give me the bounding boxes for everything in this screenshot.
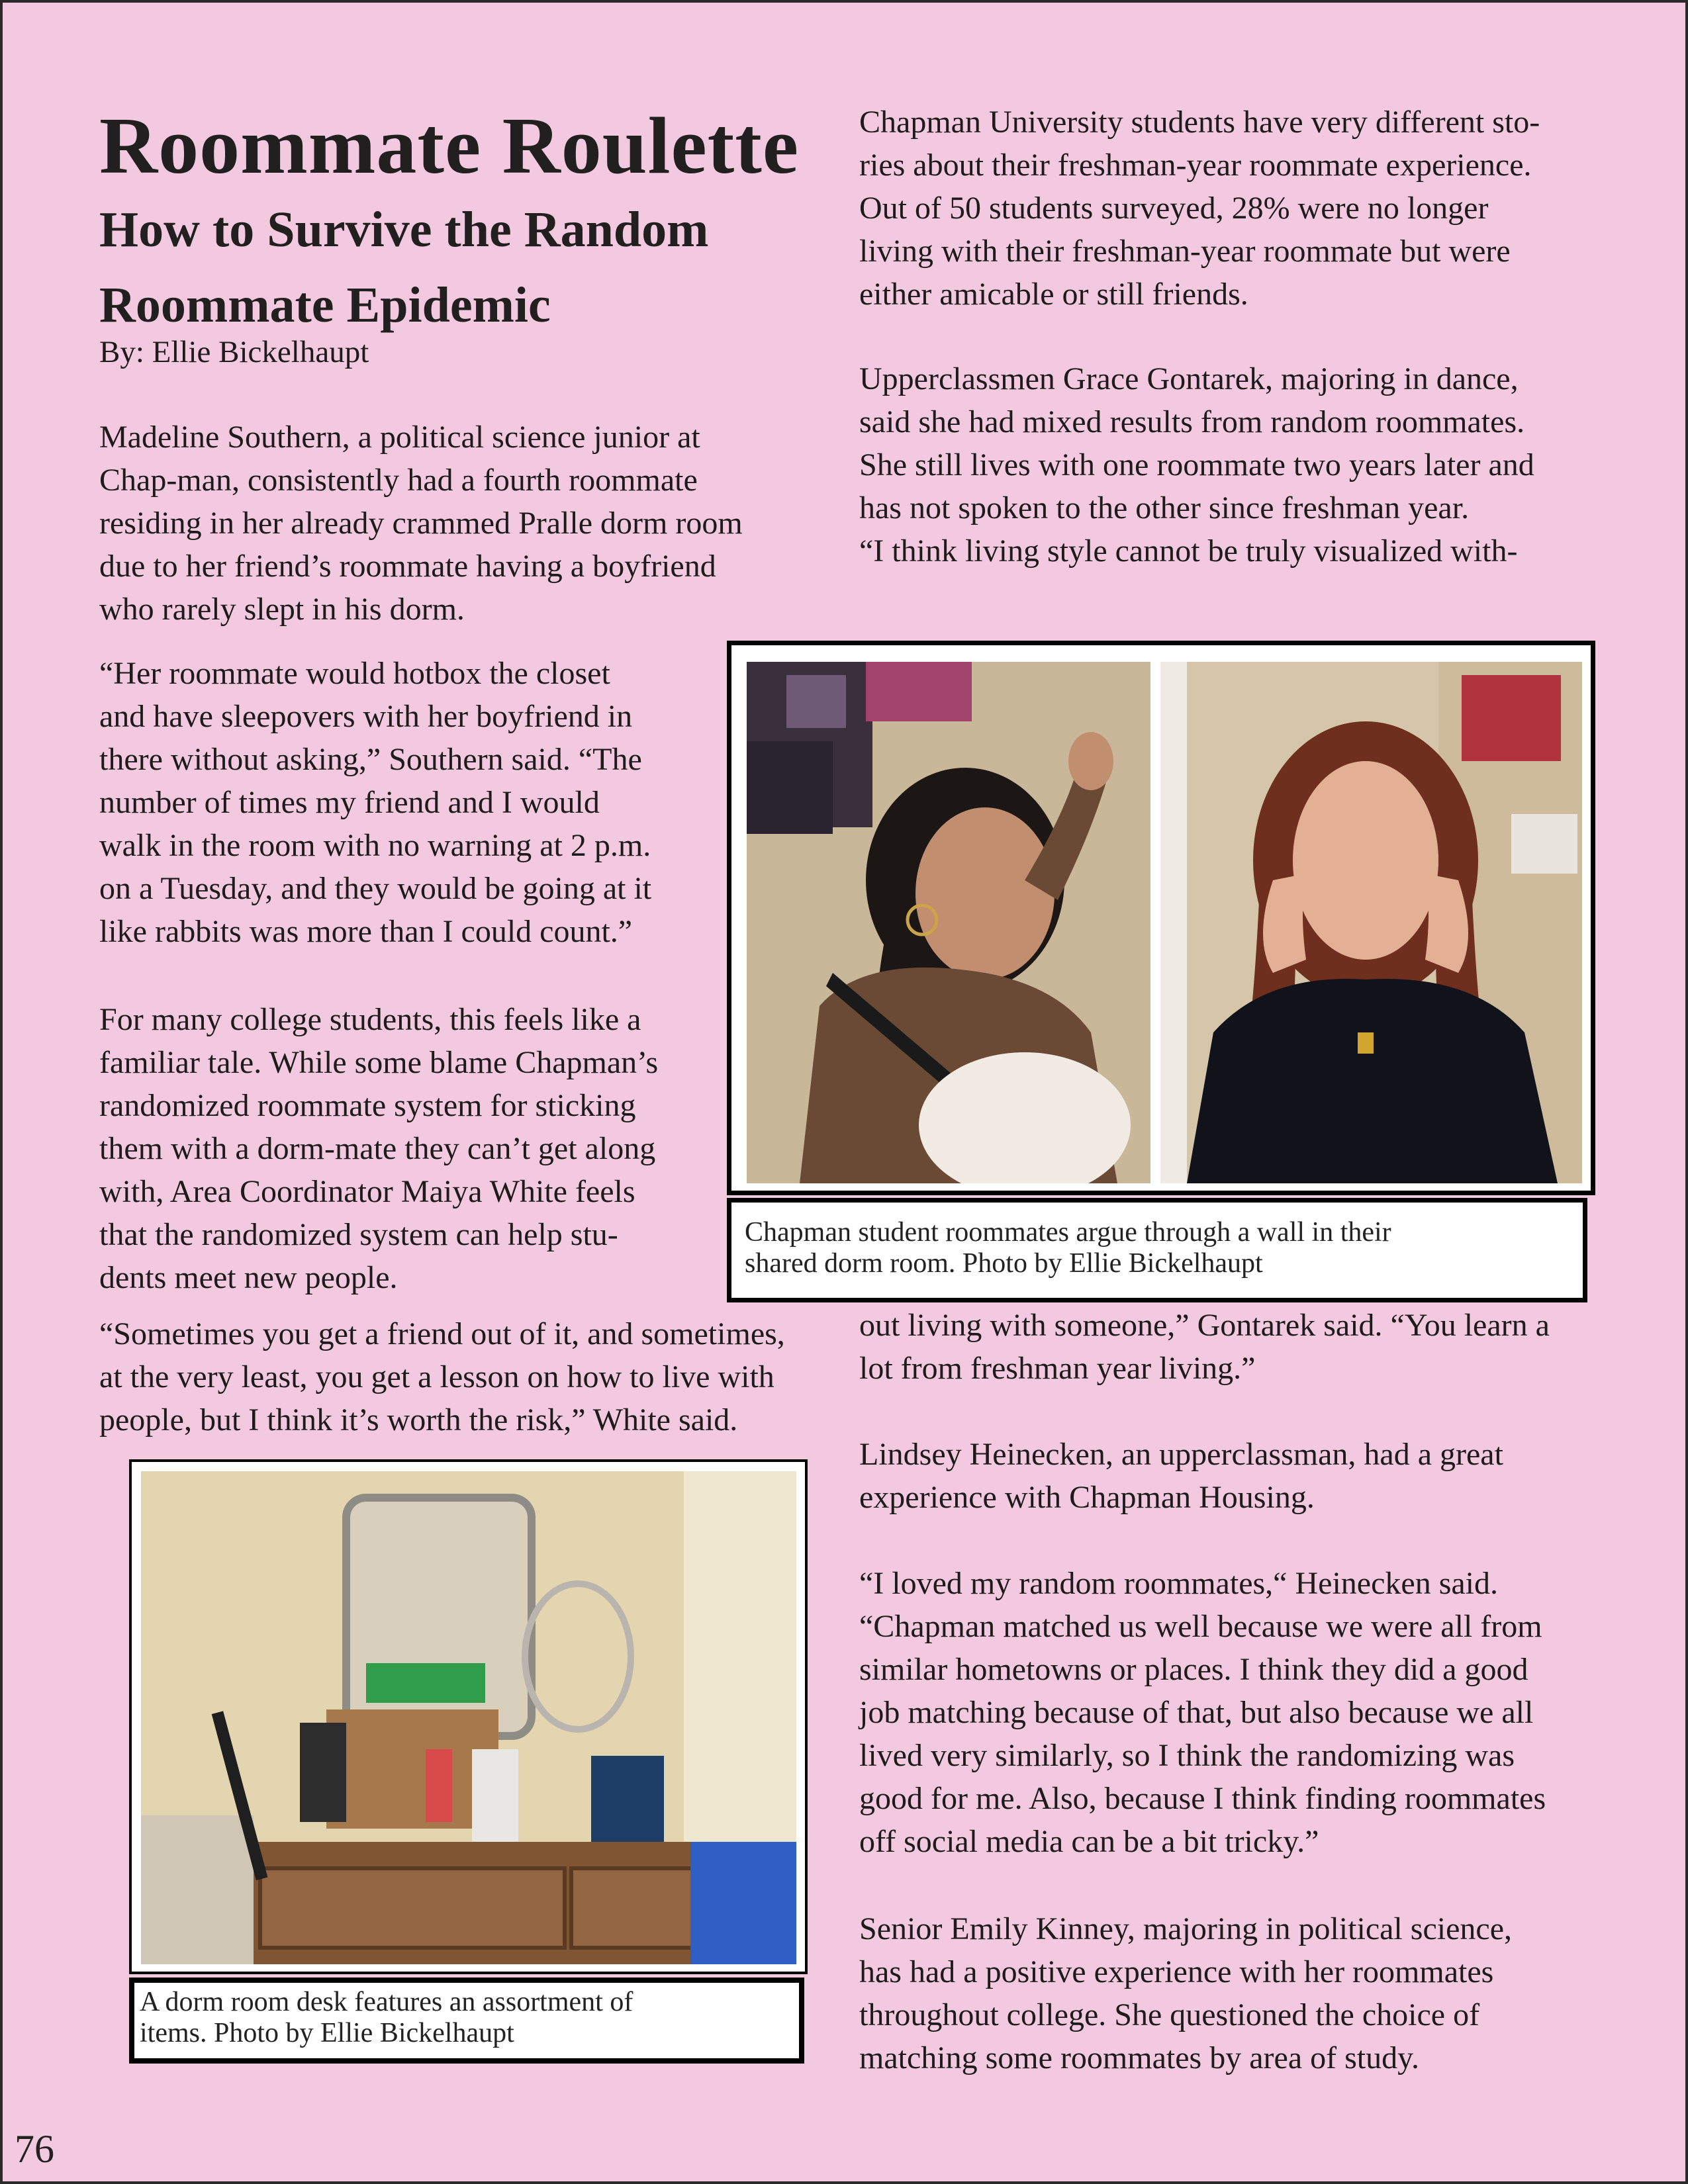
right-paragraph-3: out living with someone,” Gontarek said. “You learn a lot from freshman year living.” <box>859 1308 1550 1386</box>
right-paragraph-4: Lindsey Heinecken, an upperclassman, had a great experience with Chapman Housing. <box>859 1437 1503 1515</box>
article-title: Roommate Roulette <box>99 101 800 191</box>
roommates-photo-frame-inner <box>727 641 1595 1195</box>
right-paragraph-1: Chapman University students have very different sto- ries about their freshman-year roommate experience. Out of 50 students surveyed, 28% were no longer living with their freshman-year roommate but were either amicable or still friends. <box>859 105 1540 312</box>
left-paragraph-2: “Her roommate would hotbox the closet and have sleepovers with her boyfriend in there without asking,” Southern said. “The number of times my friend and I would walk in the room with no warning at 2 p.m. on a Tuesday, and they would be going at it like rabbits was more than I could count.” <box>99 656 652 949</box>
left-paragraph-3: For many college students, this feels like a familiar tale. While some blame Chapman’s randomized roommate system for sticking them with a dorm-mate they can’t get along with, Area Coordinator Maiya White feels that the randomized system can help stu- dents meet new people. <box>99 1002 659 1295</box>
arguing-roommate-photo <box>747 662 1150 1183</box>
right-paragraph-2: Upperclassmen Grace Gontarek, majoring in dance, said she had mixed results from random roommates. She still lives with one roommate two years later and has not spoken to the other since freshman year. “I think living style cannot be truly visualized with- <box>859 361 1534 569</box>
article-subtitle: How to Survive the Random Roommate Epidemic <box>99 202 709 333</box>
ears-covered-roommate-photo <box>1160 662 1582 1183</box>
desk-photo-caption: A dorm room desk features an assortment of items. Photo by Ellie Bickelhaupt <box>129 1978 804 2064</box>
roommates-photo-caption: Chapman student roommates argue through a wall in their shared dorm room. Photo by Ellie Bickelhaupt <box>727 1198 1587 1302</box>
page-number: 76 <box>15 2127 54 2171</box>
dorm-desk-photo <box>141 1471 796 1964</box>
desk-photo-frame <box>129 1459 808 1974</box>
left-paragraph-1: Madeline Southern, a political science junior at Chap-man, consistently had a fourth roommate residing in her already crammed Pralle dorm room due to her friend’s roommate having a boyfriend who rarely slept in his dorm. <box>99 420 743 627</box>
right-paragraph-6: Senior Emily Kinney, majoring in political science, has had a positive experience with her roommates throughout college. She questioned the choice of matching some roommates by area of study. <box>859 1911 1512 2075</box>
left-paragraph-4: “Sometimes you get a friend out of it, and sometimes, at the very least, you get a lesson on how to live with people, but I think it’s worth the risk,” White said. <box>99 1316 785 1437</box>
right-paragraph-5: “I loved my random roommates,“ Heinecken said. “Chapman matched us well because we were all from similar hometowns or places. I think they did a good job matching because of that, but also because we all lived very similarly, so I think the randomizing was good for me. Also, because I think finding roommates off social media can be a bit tricky.” <box>859 1566 1546 1859</box>
byline: By: Ellie Bickelhaupt <box>99 335 369 369</box>
